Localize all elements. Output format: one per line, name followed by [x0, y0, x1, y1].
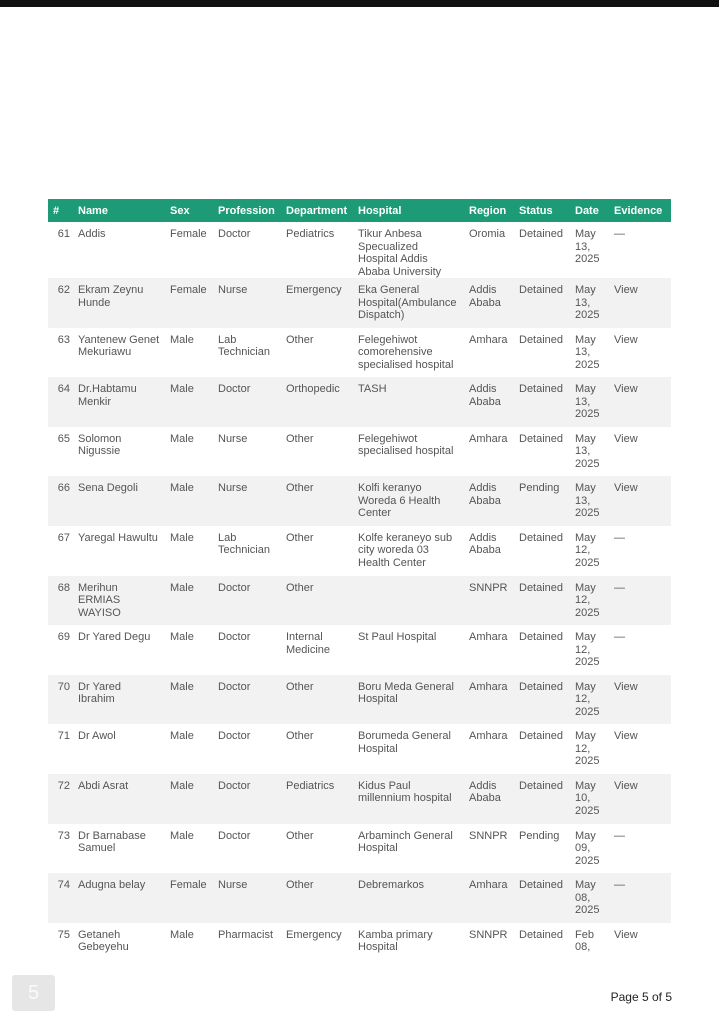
region-cell: Oromia — [464, 222, 514, 278]
region-cell: Addis Ababa — [464, 377, 514, 427]
row-number: 68 — [48, 576, 73, 626]
sex-cell: Male — [165, 328, 213, 378]
row-number: 72 — [48, 774, 73, 824]
name-cell: Dr.Habtamu Menkir — [73, 377, 165, 427]
table-row — [48, 377, 671, 427]
region-cell: Amhara — [464, 873, 514, 923]
column-header-date: Date — [570, 199, 609, 222]
date-cell: Feb 08, — [570, 923, 609, 960]
hospital-cell: Debremarkos — [353, 873, 464, 923]
department-cell: Other — [281, 675, 353, 725]
column-header-hospital: Hospital — [353, 199, 464, 222]
column-header-department: Department — [281, 199, 353, 222]
detentions-table — [48, 199, 671, 960]
evidence-cell: — — [609, 824, 671, 874]
hospital-cell: Borumeda General Hospital — [353, 724, 464, 774]
profession-cell: Nurse — [213, 427, 281, 477]
table-row — [48, 222, 671, 278]
status-cell: Detained — [514, 526, 570, 576]
region-cell: SNNPR — [464, 824, 514, 874]
table-header-row — [48, 199, 671, 222]
row-number: 67 — [48, 526, 73, 576]
evidence-cell[interactable]: View — [609, 427, 671, 477]
profession-cell: Nurse — [213, 278, 281, 328]
region-cell: Addis Ababa — [464, 278, 514, 328]
hospital-cell: Kolfi keranyo Woreda 6 Health Center — [353, 476, 464, 526]
column-header-number: # — [48, 199, 73, 222]
table-row — [48, 724, 671, 774]
department-cell: Other — [281, 873, 353, 923]
status-cell: Detained — [514, 675, 570, 725]
profession-cell: Lab Technician — [213, 526, 281, 576]
evidence-cell[interactable]: View — [609, 923, 671, 960]
sex-cell: Male — [165, 576, 213, 626]
department-cell: Emergency — [281, 278, 353, 328]
status-cell: Detained — [514, 427, 570, 477]
page-number-badge: 5 — [12, 975, 55, 1011]
row-number: 65 — [48, 427, 73, 477]
sex-cell: Male — [165, 824, 213, 874]
evidence-cell[interactable]: View — [609, 278, 671, 328]
hospital-cell: Kamba primary Hospital — [353, 923, 464, 960]
table-row — [48, 427, 671, 477]
profession-cell: Nurse — [213, 476, 281, 526]
row-number: 71 — [48, 724, 73, 774]
name-cell: Dr Yared Degu — [73, 625, 165, 675]
hospital-cell: Kolfe keraneyo sub city woreda 03 Health Center — [353, 526, 464, 576]
hospital-cell: Arbaminch General Hospital — [353, 824, 464, 874]
date-cell: May 08, 2025 — [570, 873, 609, 923]
profession-cell: Doctor — [213, 377, 281, 427]
table-row — [48, 278, 671, 328]
sex-cell: Male — [165, 526, 213, 576]
hospital-cell: Felegehiwot comorehensive specialised hospital — [353, 328, 464, 378]
hospital-cell: Boru Meda General Hospital — [353, 675, 464, 725]
evidence-cell: — — [609, 222, 671, 278]
table-row — [48, 923, 671, 960]
name-cell: Sena Degoli — [73, 476, 165, 526]
column-header-region: Region — [464, 199, 514, 222]
sex-cell: Female — [165, 222, 213, 278]
hospital-cell: Tikur Anbesa Specualized Hospital Addis Ababa University — [353, 222, 464, 278]
date-cell: May 12, 2025 — [570, 526, 609, 576]
region-cell: Amhara — [464, 625, 514, 675]
department-cell: Other — [281, 476, 353, 526]
table-row — [48, 576, 671, 626]
department-cell: Other — [281, 576, 353, 626]
row-number: 70 — [48, 675, 73, 725]
date-cell: May 09, 2025 — [570, 824, 609, 874]
department-cell: Pediatrics — [281, 222, 353, 278]
department-cell: Other — [281, 724, 353, 774]
page-footer: Page 5 of 5 — [610, 990, 672, 1004]
hospital-cell: Felegehiwot specialised hospital — [353, 427, 464, 477]
region-cell: SNNPR — [464, 923, 514, 960]
table-row — [48, 526, 671, 576]
date-cell: May 12, 2025 — [570, 625, 609, 675]
name-cell: Ekram Zeynu Hunde — [73, 278, 165, 328]
status-cell: Detained — [514, 576, 570, 626]
table-row — [48, 873, 671, 923]
date-cell: May 13, 2025 — [570, 427, 609, 477]
evidence-cell[interactable]: View — [609, 476, 671, 526]
profession-cell: Doctor — [213, 675, 281, 725]
row-number: 64 — [48, 377, 73, 427]
date-cell: May 13, 2025 — [570, 377, 609, 427]
status-cell: Detained — [514, 724, 570, 774]
name-cell: Addis — [73, 222, 165, 278]
profession-cell: Pharmacist — [213, 923, 281, 960]
sex-cell: Male — [165, 923, 213, 960]
table-row — [48, 476, 671, 526]
table-row — [48, 675, 671, 725]
evidence-cell: — — [609, 576, 671, 626]
department-cell: Other — [281, 824, 353, 874]
department-cell: Orthopedic — [281, 377, 353, 427]
status-cell: Detained — [514, 278, 570, 328]
hospital-cell: St Paul Hospital — [353, 625, 464, 675]
name-cell: Dr Barnabase Samuel — [73, 824, 165, 874]
row-number: 73 — [48, 824, 73, 874]
column-header-sex: Sex — [165, 199, 213, 222]
region-cell: Amhara — [464, 675, 514, 725]
sex-cell: Male — [165, 625, 213, 675]
row-number: 61 — [48, 222, 73, 278]
profession-cell: Doctor — [213, 824, 281, 874]
row-number: 63 — [48, 328, 73, 378]
top-border — [0, 0, 719, 7]
sex-cell: Male — [165, 724, 213, 774]
department-cell: Other — [281, 427, 353, 477]
evidence-cell[interactable]: View — [609, 377, 671, 427]
status-cell: Detained — [514, 328, 570, 378]
status-cell: Detained — [514, 923, 570, 960]
sex-cell: Male — [165, 476, 213, 526]
department-cell: Internal Medicine — [281, 625, 353, 675]
hospital-cell — [353, 576, 464, 626]
profession-cell: Lab Technician — [213, 328, 281, 378]
sex-cell: Male — [165, 774, 213, 824]
region-cell: Amhara — [464, 328, 514, 378]
row-number: 66 — [48, 476, 73, 526]
evidence-cell[interactable]: View — [609, 328, 671, 378]
evidence-cell: — — [609, 873, 671, 923]
row-number: 69 — [48, 625, 73, 675]
region-cell: Addis Ababa — [464, 476, 514, 526]
date-cell: May 12, 2025 — [570, 576, 609, 626]
row-number: 74 — [48, 873, 73, 923]
row-number: 62 — [48, 278, 73, 328]
evidence-cell[interactable]: View — [609, 724, 671, 774]
sex-cell: Female — [165, 278, 213, 328]
name-cell: Solomon Nigussie — [73, 427, 165, 477]
name-cell: Abdi Asrat — [73, 774, 165, 824]
name-cell: Getaneh Gebeyehu — [73, 923, 165, 960]
sex-cell: Male — [165, 427, 213, 477]
hospital-cell: Eka General Hospital(Ambulance Dispatch) — [353, 278, 464, 328]
profession-cell: Doctor — [213, 625, 281, 675]
profession-cell: Doctor — [213, 222, 281, 278]
date-cell: May 10, 2025 — [570, 774, 609, 824]
date-cell: May 13, 2025 — [570, 476, 609, 526]
name-cell: Adugna belay — [73, 873, 165, 923]
evidence-cell: — — [609, 625, 671, 675]
table-row — [48, 774, 671, 824]
department-cell: Other — [281, 328, 353, 378]
name-cell: Yaregal Hawultu — [73, 526, 165, 576]
column-header-evidence: Evidence — [609, 199, 671, 222]
sex-cell: Male — [165, 377, 213, 427]
table-row — [48, 824, 671, 874]
evidence-cell[interactable]: View — [609, 774, 671, 824]
name-cell: Dr Yared Ibrahim — [73, 675, 165, 725]
department-cell: Other — [281, 526, 353, 576]
evidence-cell[interactable]: View — [609, 675, 671, 725]
profession-cell: Nurse — [213, 873, 281, 923]
status-cell: Detained — [514, 377, 570, 427]
status-cell: Detained — [514, 774, 570, 824]
name-cell: Dr Awol — [73, 724, 165, 774]
status-cell: Detained — [514, 222, 570, 278]
column-header-name: Name — [73, 199, 165, 222]
date-cell: May 13, 2025 — [570, 278, 609, 328]
profession-cell: Doctor — [213, 724, 281, 774]
date-cell: May 12, 2025 — [570, 724, 609, 774]
name-cell: Merihun ERMIAS WAYISO — [73, 576, 165, 626]
column-header-status: Status — [514, 199, 570, 222]
region-cell: Addis Ababa — [464, 526, 514, 576]
region-cell: SNNPR — [464, 576, 514, 626]
region-cell: Amhara — [464, 427, 514, 477]
date-cell: May 13, 2025 — [570, 222, 609, 278]
profession-cell: Doctor — [213, 576, 281, 626]
profession-cell: Doctor — [213, 774, 281, 824]
sex-cell: Female — [165, 873, 213, 923]
date-cell: May 12, 2025 — [570, 675, 609, 725]
status-cell: Detained — [514, 873, 570, 923]
table-row — [48, 328, 671, 378]
hospital-cell: Kidus Paul millennium hospital — [353, 774, 464, 824]
name-cell: Yantenew Genet Mekuriawu — [73, 328, 165, 378]
status-cell: Pending — [514, 824, 570, 874]
sex-cell: Male — [165, 675, 213, 725]
department-cell: Emergency — [281, 923, 353, 960]
column-header-profession: Profession — [213, 199, 281, 222]
date-cell: May 13, 2025 — [570, 328, 609, 378]
hospital-cell: TASH — [353, 377, 464, 427]
status-cell: Pending — [514, 476, 570, 526]
region-cell: Addis Ababa — [464, 774, 514, 824]
status-cell: Detained — [514, 625, 570, 675]
department-cell: Pediatrics — [281, 774, 353, 824]
region-cell: Amhara — [464, 724, 514, 774]
table-row — [48, 625, 671, 675]
row-number: 75 — [48, 923, 73, 960]
evidence-cell: — — [609, 526, 671, 576]
